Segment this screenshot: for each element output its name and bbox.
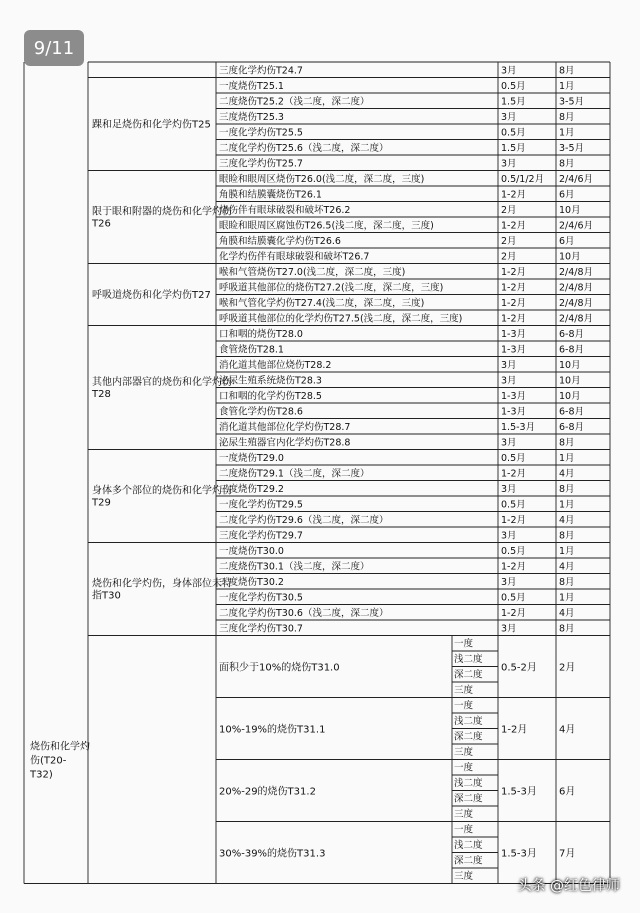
- row-name: 二度烧伤T29.1（浅二度，深二度）: [219, 468, 370, 480]
- row-time: 1.5月: [501, 143, 526, 154]
- row-time2: 8月: [559, 623, 575, 635]
- degree-label: 一度: [454, 700, 474, 712]
- row-time: 1.5-3月: [501, 422, 536, 433]
- row-time: 1-2月: [501, 515, 527, 526]
- degree-label: 一度: [454, 824, 474, 836]
- degree-label: 一度: [454, 638, 474, 650]
- t31-time2: 4月: [559, 724, 576, 736]
- degree-label: 深二度: [454, 669, 483, 681]
- row-name: 口和咽的烧伤T28.0: [219, 329, 303, 340]
- row-time: 1-2月: [501, 220, 527, 232]
- t31-time: 1.5-3月: [501, 786, 537, 798]
- row-name: 二度烧伤T25.2（浅二度，深二度）: [219, 96, 370, 108]
- t31-name: 10%-19%的烧伤T31.1: [219, 724, 326, 736]
- row-time: 1-2月: [501, 561, 527, 573]
- row-time: 3月: [501, 484, 517, 495]
- row-time: 0.5月: [501, 592, 526, 604]
- row-time: 3月: [501, 375, 517, 387]
- row-name: 三度烧伤T30.2: [219, 577, 284, 588]
- row-time2: 8月: [559, 530, 575, 542]
- row-time2: 6月: [559, 236, 575, 247]
- row-name: 角膜和结膜囊化学灼伤T26.6: [219, 236, 341, 247]
- row-time2: 1月: [559, 127, 575, 139]
- t31-time: 1.5-3月: [501, 848, 537, 860]
- t31-time2: 7月: [559, 848, 576, 860]
- group-title-1: 踝和足烧伤和化学灼伤T25: [92, 119, 211, 131]
- row-name: 口和咽的化学灼伤T28.5: [219, 391, 322, 402]
- row-time2: 6-8月: [559, 344, 585, 356]
- row-time2: 1月: [559, 592, 575, 604]
- degree-label: 深二度: [454, 793, 483, 805]
- t31-time2: 6月: [559, 786, 576, 798]
- group-title-3: 呼吸道烧伤和化学灼伤T27: [92, 289, 211, 301]
- degree-label: 一度: [454, 762, 474, 774]
- degree-label: 三度: [454, 809, 474, 820]
- row-name: 三度化学灼伤T24.7: [219, 65, 303, 77]
- row-time: 0.5月: [501, 546, 526, 557]
- row-time: 1-3月: [501, 344, 527, 356]
- row-time2: 2/4/8月: [559, 313, 594, 325]
- row-time2: 4月: [559, 608, 575, 619]
- row-time2: 4月: [559, 515, 575, 526]
- row-time: 1-2月: [501, 298, 527, 309]
- row-time: 1-2月: [501, 267, 527, 278]
- row-time: 0.5月: [501, 81, 526, 92]
- row-name: 眼睑和眼周区烧伤T26.0(浅二度，深二度，三度): [219, 174, 425, 185]
- row-name: 二度化学灼伤T25.6（浅二度，深二度）: [219, 143, 389, 154]
- row-time: 1-2月: [501, 313, 527, 325]
- row-time: 2月: [501, 205, 517, 216]
- row-time: 2月: [501, 251, 517, 263]
- row-time: 1-2月: [501, 468, 527, 480]
- t31-name: 20%-29的烧伤T31.2: [219, 786, 316, 798]
- degree-label: 深二度: [454, 731, 483, 743]
- row-name: 消化道其他部位化学灼伤T28.7: [219, 422, 351, 433]
- row-time: 1-2月: [501, 608, 527, 619]
- row-time2: 8月: [559, 158, 575, 170]
- row-time: 3月: [501, 65, 517, 77]
- row-name: 一度烧伤T29.0: [219, 453, 284, 464]
- row-name: 食管化学灼伤T28.6: [219, 406, 303, 418]
- row-time2: 8月: [559, 577, 575, 588]
- row-time: 2月: [501, 236, 517, 247]
- row-time: 3月: [501, 577, 517, 588]
- row-name: 三度烧伤T25.3: [219, 112, 284, 123]
- row-time2: 6-8月: [559, 406, 585, 418]
- row-time2: 1月: [559, 81, 575, 92]
- t31-name: 30%-39%的烧伤T31.3: [219, 848, 326, 860]
- row-time2: 8月: [559, 65, 575, 77]
- row-time: 3月: [501, 360, 517, 371]
- group-title-5: 身体多个部位的烧伤和化学灼伤 T29: [92, 485, 232, 509]
- row-name: 一度烧伤T30.0: [219, 546, 284, 557]
- row-name: 三度化学灼伤T25.7: [219, 158, 303, 170]
- row-time2: 8月: [559, 112, 575, 123]
- row-name: 呼吸道其他部位的烧伤T27.2(浅二度，深二度，三度): [219, 282, 444, 294]
- row-name: 眼睑和眼周区腐蚀伤T26.5(浅二度，深二度，三度): [219, 220, 434, 232]
- row-time: 3月: [501, 158, 517, 170]
- row-name: 烧伤伴有眼球破裂和破坏T26.2: [219, 205, 351, 216]
- row-name: 二度化学灼伤T29.6（浅二度，深二度）: [219, 515, 389, 526]
- page-number-badge: 9/11: [24, 30, 84, 66]
- row-time2: 10月: [559, 251, 581, 263]
- row-time: 1.5月: [501, 96, 526, 108]
- degree-label: 三度: [454, 685, 474, 696]
- row-time2: 2/4/6月: [559, 174, 594, 185]
- row-time: 3月: [501, 437, 517, 449]
- row-time2: 2/4/6月: [559, 220, 594, 232]
- t31-name: 面积少于10%的烧伤T31.0: [219, 662, 340, 674]
- row-time2: 10月: [559, 391, 581, 402]
- row-time2: 6-8月: [559, 422, 585, 433]
- degree-label: 浅二度: [454, 840, 483, 851]
- group-title-2: 限于眼和附器的烧伤和化学灼伤 T26: [92, 206, 232, 230]
- row-time: 1-2月: [501, 189, 527, 201]
- degree-label: 三度: [454, 871, 474, 882]
- row-name: 泌尿生殖器官内化学灼伤T28.8: [219, 437, 351, 449]
- row-time: 1-3月: [501, 406, 527, 418]
- row-name: 角膜和结膜囊烧伤T26.1: [219, 189, 322, 201]
- row-time2: 10月: [559, 205, 581, 216]
- row-name: 化学灼伤伴有眼球破裂和破坏T26.7: [219, 251, 370, 263]
- row-time2: 8月: [559, 484, 575, 495]
- row-name: 泌尿生殖系统烧伤T28.3: [219, 375, 322, 387]
- row-name: 食管烧伤T28.1: [219, 344, 284, 356]
- row-time2: 3-5月: [559, 143, 585, 154]
- row-time: 3月: [501, 112, 517, 123]
- degree-label: 浅二度: [454, 654, 483, 665]
- row-name: 一度化学灼伤T30.5: [219, 592, 303, 604]
- row-time2: 3-5月: [559, 96, 585, 108]
- row-time2: 6-8月: [559, 329, 585, 340]
- degree-label: 浅二度: [454, 716, 483, 727]
- row-time2: 4月: [559, 561, 575, 573]
- row-time: 1-3月: [501, 391, 527, 402]
- row-name: 喉和气管烧伤T27.0(浅二度，深二度，三度): [219, 267, 406, 278]
- row-time: 0.5月: [501, 499, 526, 511]
- row-time2: 1月: [559, 499, 575, 511]
- degree-label: 三度: [454, 747, 474, 758]
- row-name: 喉和气管化学灼伤T27.4(浅二度，深二度，三度): [219, 298, 425, 309]
- row-name: 二度化学灼伤T30.6（浅二度，深二度）: [219, 608, 389, 619]
- row-time2: 2/4/8月: [559, 282, 594, 294]
- t31-time: 0.5-2月: [501, 662, 537, 674]
- row-time2: 6月: [559, 189, 575, 201]
- row-name: 三度化学灼伤T29.7: [219, 530, 303, 542]
- group-title-6: 烧伤和化学灼伤，身体部位未特指T30: [92, 578, 232, 602]
- row-time2: 8月: [559, 437, 575, 449]
- row-name: 一度烧伤T25.1: [219, 81, 284, 92]
- row-name: 呼吸道其他部位的化学灼伤T27.5(浅二度，深二度，三度): [219, 313, 463, 325]
- row-name: 三度化学灼伤T30.7: [219, 623, 303, 635]
- row-time: 3月: [501, 623, 517, 635]
- t31-time: 1-2月: [501, 724, 528, 736]
- t31-time2: 2月: [559, 662, 576, 674]
- row-time: 1-3月: [501, 329, 527, 340]
- row-time: 1-2月: [501, 282, 527, 294]
- row-time2: 2/4/8月: [559, 298, 594, 309]
- row-name: 三度烧伤T29.2: [219, 484, 284, 495]
- row-time2: 10月: [559, 360, 581, 371]
- degree-label: 深二度: [454, 855, 483, 867]
- row-time2: 1月: [559, 453, 575, 464]
- group-title-4: 其他内部器官的烧伤和化学灼伤 T28: [92, 376, 232, 400]
- row-time2: 4月: [559, 468, 575, 480]
- degree-label: 浅二度: [454, 778, 483, 789]
- row-time: 0.5月: [501, 127, 526, 139]
- row-time2: 1月: [559, 546, 575, 557]
- row-time2: 10月: [559, 375, 581, 387]
- row-name: 一度化学灼伤T25.5: [219, 127, 303, 139]
- row-time: 3月: [501, 530, 517, 542]
- main-category-label: 烧伤和化学灼伤(T20-T32): [30, 741, 90, 781]
- row-name: 一度化学灼伤T29.5: [219, 499, 303, 511]
- row-name: 二度烧伤T30.1（浅二度，深二度）: [219, 561, 370, 573]
- row-time2: 2/4/8月: [559, 267, 594, 278]
- row-name: 消化道其他部位烧伤T28.2: [219, 360, 332, 371]
- row-time: 0.5/1/2月: [501, 174, 545, 185]
- row-time: 0.5月: [501, 453, 526, 464]
- watermark: 头条 @红色律师: [517, 878, 620, 894]
